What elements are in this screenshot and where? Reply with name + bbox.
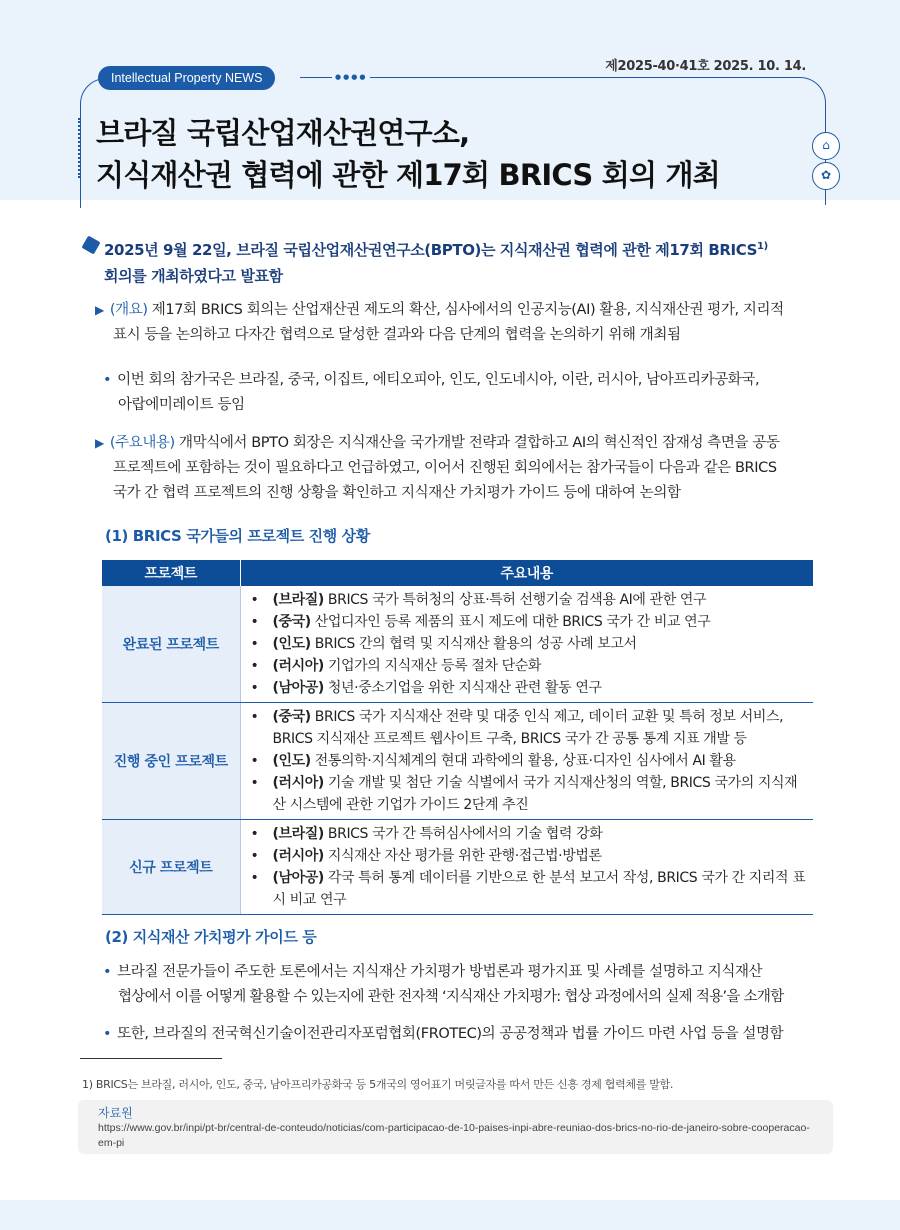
triangle-icon: ▶ (95, 436, 104, 450)
main-bullet (84, 234, 844, 289)
table-content-cell (240, 820, 813, 915)
issue-number: 제2025-40·41호 2025. 10. 14. (605, 59, 806, 74)
country-tag: (인도) (272, 753, 311, 769)
country-tag: (남아공) (272, 680, 324, 696)
participants-paragraph (103, 368, 843, 418)
item-text: 전통의학·지식체계의 현대 과학에의 활용, 상표·디자인 심사에서 AI 활용 (310, 753, 736, 769)
decorative-dots: ●●●● (332, 73, 370, 81)
country-tag: (러시아) (272, 848, 324, 864)
country-tag: (중국) (272, 709, 311, 725)
country-tag: (남아공) (272, 870, 324, 886)
main-bullet-text: 2025년 9월 22일, 브라질 국립산업재산권연구소(BPTO)는 지식재산권 협력에 관한 제17회 BRICS (104, 241, 758, 259)
country-tag: (중국) (272, 614, 311, 630)
footnote: 1) BRICS는 브라질, 러시아, 인도, 중국, 남아프리카공화국 등 5개국의 영어표기 머릿글자를 따서 만든 신흥 경제 협력체를 말함. (82, 1078, 674, 1091)
table-content-cell (240, 586, 813, 703)
table-header-row (102, 560, 813, 586)
footnote-ref: 1) (757, 241, 768, 252)
source-label: 자료원 (98, 1106, 133, 1120)
frotec-paragraph (103, 1022, 843, 1047)
bullet-dot-icon: • (103, 1026, 112, 1042)
item-text: 기업가의 지식재산 등록 절차 단순화 (323, 658, 541, 674)
item-text: 청년·중소기업을 위한 지식재산 관련 활동 연구 (323, 680, 602, 696)
overview-paragraph (95, 298, 840, 348)
item-text: BRICS 국가 지식재산 전략 및 대중 인식 제고, 데이터 교환 및 특허 정보 서비스, BRICS 지식재산 프로젝트 웹사이트 구축, BRICS 국가 간 공통 통계 지표 개발 등 (272, 709, 784, 747)
list-item (247, 655, 808, 677)
table-category: 진행 중인 프로젝트 (102, 703, 240, 820)
frotec-text: 또한, 브라질의 전국혁신기술이전관리자포럼협회(FROTEC)의 공공정책과 법률 가이드 마련 사업 등을 설명함 (117, 1026, 784, 1042)
item-text: 지식재산 자산 평가를 위한 관행·접근법·방법론 (323, 848, 602, 864)
main-content-line-2: 프로젝트에 포함하는 것이 필요하다고 언급하였고, 이어서 진행된 회의에서는 참가국들이 다음과 같은 BRICS (113, 460, 777, 476)
list-item (247, 633, 808, 655)
table-content-cell (240, 703, 813, 820)
item-text: 산업디자인 등록 제품의 표시 제도에 대한 BRICS 국가 간 비교 연구 (310, 614, 711, 630)
section-1-heading: (1) BRICS 국가들의 프로젝트 진행 상황 (105, 527, 370, 545)
item-text: BRICS 국가 특허청의 상표·특허 선행기술 검색용 AI에 관한 연구 (323, 592, 707, 608)
overview-line-1: 제17회 BRICS 회의는 산업재산권 제도의 확산, 심사에서의 인공지능(AI) 활용, 지식재산권 평가, 지리적 (147, 302, 784, 318)
overview-line-2: 표시 등을 논의하고 다자간 협력으로 달성한 결과와 다음 단계의 협력을 논의하기 위해 개최됨 (113, 327, 681, 343)
triangle-icon: ▶ (95, 303, 104, 317)
country-tag: (러시아) (272, 658, 324, 674)
item-text: 각국 특허 통계 데이터를 기반으로 한 분석 보고서 작성, BRICS 국가 간 지리적 표시 비교 연구 (272, 870, 806, 908)
page-title (96, 112, 720, 196)
list-item (247, 772, 808, 816)
list-item (247, 611, 808, 633)
main-content-label: (주요내용) (109, 435, 175, 451)
table-category: 완료된 프로젝트 (102, 586, 240, 703)
list-item (247, 677, 808, 699)
main-content-line-1: 개막식에서 BPTO 회장은 지식재산을 국가개발 전략과 결합하고 AI의 혁신적인 잠재성 측면을 공동 (174, 435, 780, 451)
discussion-line-1: 브라질 전문가들이 주도한 토론에서는 지식재산 가치평가 방법론과 평가지표 및 사례를 설명하고 지식재산 (117, 964, 763, 980)
globe-icon: ✿ (812, 162, 840, 190)
list-item (247, 750, 808, 772)
list-item (247, 589, 808, 611)
country-tag: (브라질) (272, 592, 324, 608)
section-2-heading: (2) 지식재산 가치평가 가이드 등 (105, 928, 317, 946)
participants-line-1: 이번 회의 참가국은 브라질, 중국, 이집트, 에티오피아, 인도, 인도네시아, 이란, 러시아, 남아프리카공화국, (117, 372, 760, 388)
main-bullet-text-2: 회의를 개최하였다고 발표함 (104, 267, 283, 285)
country-tag: (러시아) (272, 775, 324, 791)
item-text: 기술 개발 및 첨단 기술 식별에서 국가 지식재산청의 역할, BRICS 국가의 지식재산 시스템에 관한 기업가 가이드 2단계 추진 (272, 775, 798, 813)
discussion-line-2: 협상에서 이를 어떻게 활용할 수 있는지에 관한 전자책 ‘지식재산 가치평가: 협상 과정에서의 실제 적용’을 소개함 (118, 989, 784, 1005)
source-link[interactable]: https://www.gov.br/inpi/pt-br/central-de-conteudo/noticias/com-participacao-de-10-paises-inpi-abre-reuniao-dos-brics-no-rio-de-janeiro-sobre-cooperacao-em-pi (98, 1122, 810, 1149)
source-box (78, 1100, 833, 1154)
cube-icon (81, 235, 100, 254)
table-category: 신규 프로젝트 (102, 820, 240, 915)
building-icon: ⌂ (812, 132, 840, 160)
bullet-dot-icon: • (103, 372, 112, 388)
title-line-1: 브라질 국립산업재산권연구소, (96, 116, 470, 150)
main-content-paragraph (95, 431, 840, 506)
overview-label: (개요) (109, 302, 148, 318)
projects-table (102, 560, 813, 915)
table-header-content: 주요내용 (240, 560, 813, 586)
bullet-dot-icon: • (103, 964, 112, 980)
item-text: BRICS 국가 간 특허심사에서의 기술 협력 강화 (323, 826, 603, 842)
item-text: BRICS 간의 협력 및 지식재산 활용의 성공 사례 보고서 (310, 636, 637, 652)
country-tag: (브라질) (272, 826, 324, 842)
list-item (247, 706, 808, 750)
table-row (102, 820, 813, 915)
list-item (247, 823, 808, 845)
title-line-2: 지식재산권 협력에 관한 제17회 BRICS 회의 개최 (96, 158, 720, 192)
discussion-paragraph (103, 960, 843, 1010)
list-item (247, 867, 808, 911)
table-header-project: 프로젝트 (102, 560, 240, 586)
country-tag: (인도) (272, 636, 311, 652)
footnote-divider (80, 1058, 222, 1059)
decorative-dash (78, 118, 82, 178)
table-row (102, 586, 813, 703)
list-item (247, 845, 808, 867)
table-row (102, 703, 813, 820)
main-content-line-3: 국가 간 협력 프로젝트의 진행 상황을 확인하고 지식재산 가치평가 가이드 등에 대하여 논의함 (113, 485, 681, 501)
participants-line-2: 아랍에미레이트 등임 (118, 397, 245, 413)
footer-band (0, 1200, 900, 1230)
newsletter-badge: Intellectual Property NEWS (98, 66, 275, 90)
